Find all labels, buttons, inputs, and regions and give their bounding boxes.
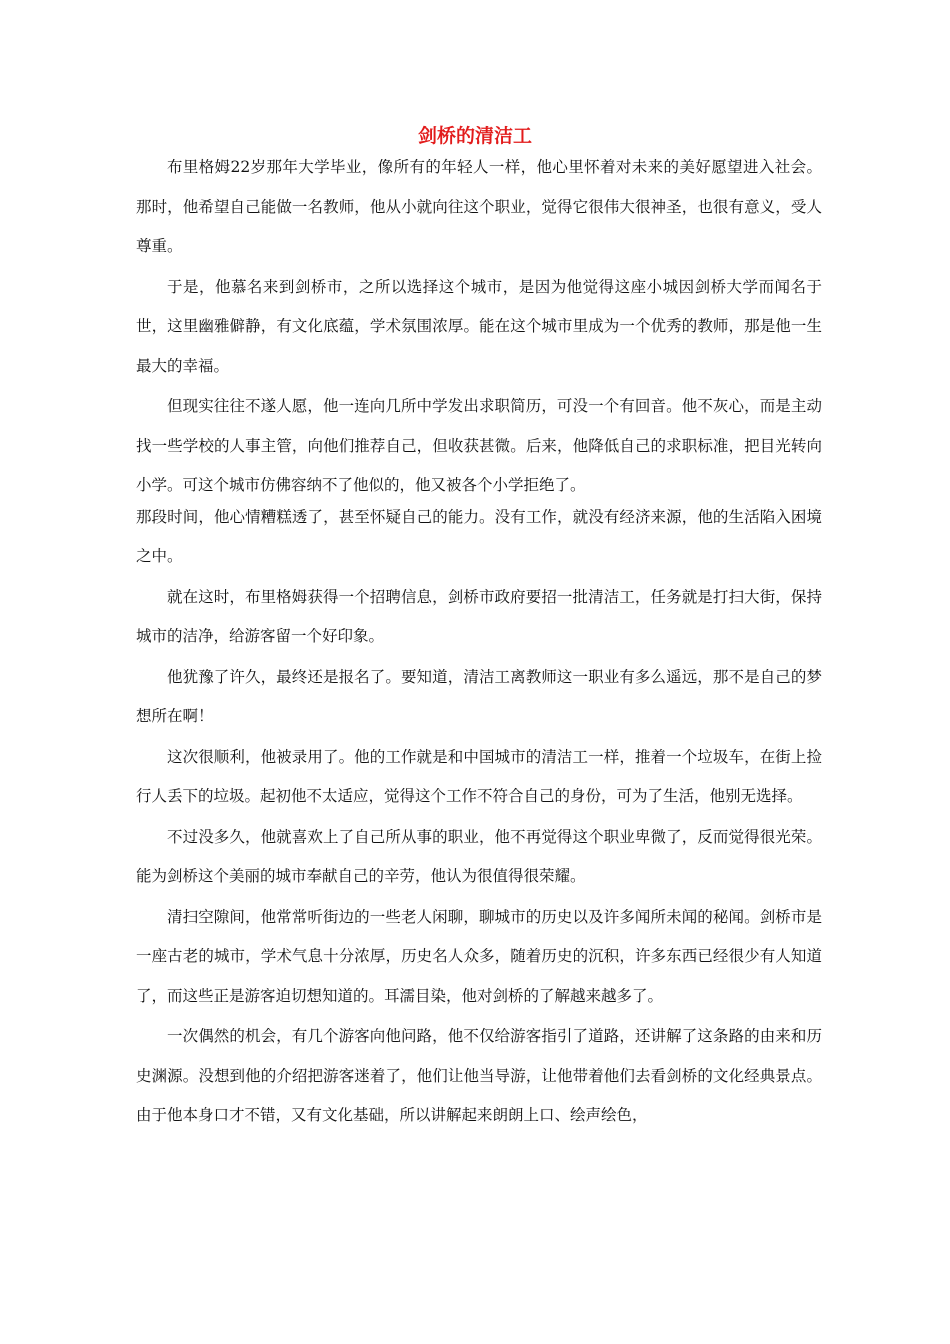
- paragraph-6: 他犹豫了许久，最终还是报名了。要知道，清洁工离教师这一职业有多么遥远，那不是自己的梦想所在啊！: [136, 667, 822, 725]
- paragraph-5: 就在这时，布里格姆获得一个招聘信息，剑桥市政府要招一批清洁工，任务就是打扫大街，保持城市的洁净，给游客留一个好印象。: [136, 587, 822, 645]
- paragraph-7: 这次很顺利，他被录用了。他的工作就是和中国城市的清洁工一样，推着一个垃圾车，在街上捡行人丢下的垃圾。起初他不太适应，觉得这个工作不符合自己的身份，可为了生活，他别无选择。: [136, 747, 822, 805]
- paragraph-9: 清扫空隙间，他常常听街边的一些老人闲聊，聊城市的历史以及许多闻所未闻的秘闻。剑桥市是一座古老的城市，学术气息十分浓厚，历史名人众多，随着历史的沉积，许多东西已经很少有人知道了，而这些正是游客迫切想知道的。耳濡目染，他对剑桥的了解越来越多了。: [136, 907, 822, 1005]
- paragraph-3: 但现实往往不遂人愿，他一连向几所中学发出求职简历，可没一个有回音。他不灰心，而是主动找一些学校的人事主管，向他们推荐自己，但收获甚微。后来，他降低自己的求职标准，把目光转向小学。可这个城市仿佛容纳不了他似的，他又被各个小学拒绝了。: [136, 397, 822, 494]
- paragraph-8: 不过没多久，他就喜欢上了自己所从事的职业，他不再觉得这个职业卑微了，反而觉得很光荣。能为剑桥这个美丽的城市奉献自己的辛劳，他认为很值得很荣耀。: [136, 827, 822, 885]
- paragraph-10: 一次偶然的机会，有几个游客向他问路，他不仅给游客指引了道路，还讲解了这条路的由来和历史渊源。没想到他的介绍把游客迷着了，他们让他当导游，让他带着他们去看剑桥的文化经典景点。由于他本身口才不错，又有文化基础，所以讲解起来朗朗上口、绘声绘色，: [136, 1027, 822, 1124]
- document-body: [136, 148, 822, 1137]
- document-title: 剑桥的清洁工: [417, 125, 532, 147]
- paragraph-4: 那段时间，他心情糟糕透了，甚至怀疑自己的能力。没有工作，就没有经济来源，他的生活陷入困境之中。: [136, 507, 822, 565]
- paragraph-2: 于是，他慕名来到剑桥市，之所以选择这个城市，是因为他觉得这座小城因剑桥大学而闻名于世，这里幽雅僻静，有文化底蕴，学术氛围浓厚。能在这个城市里成为一个优秀的教师，那是他一生最大的幸福。: [136, 277, 822, 375]
- paragraph-1: 布里格姆22岁那年大学毕业，像所有的年轻人一样，他心里怀着对未来的美好愿望进入社会。那时，他希望自己能做一名教师，他从小就向往这个职业，觉得它很伟大很神圣，也很有意义，受人尊重。: [136, 158, 822, 255]
